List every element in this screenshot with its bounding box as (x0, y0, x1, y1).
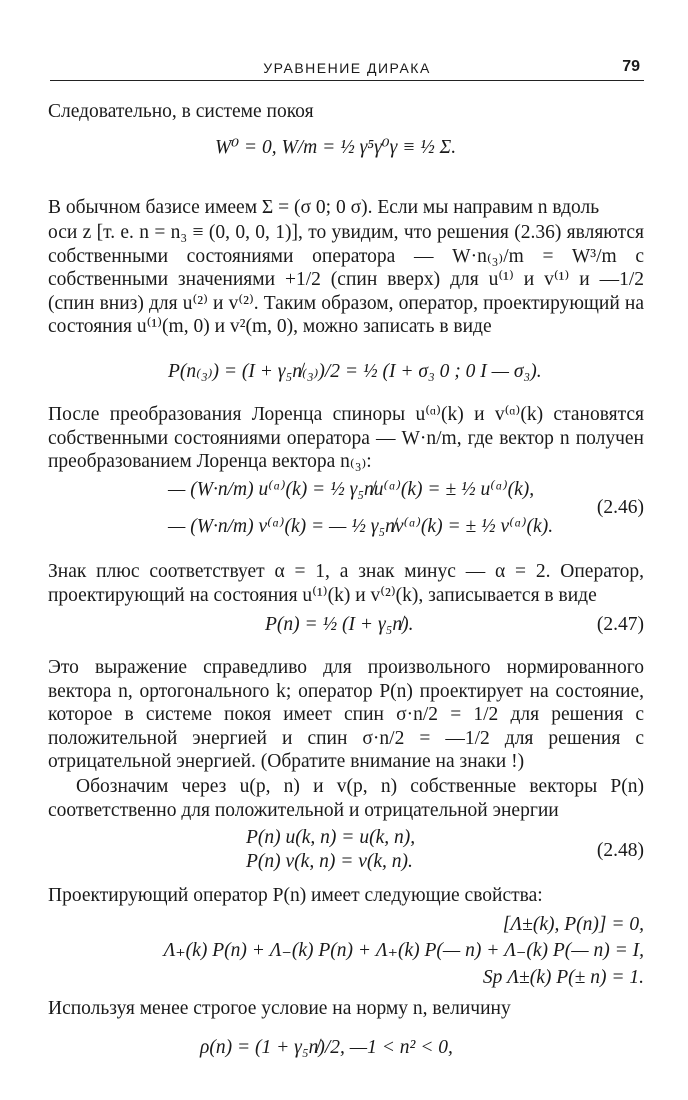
property-completeness: Λ₊(k) P(n) + Λ₋(k) P(n) + Λ₊(k) P(— n) + Λ₋(k) P(— n) = I, (163, 940, 644, 961)
running-title: УРАВНЕНИЕ ДИРАКА (263, 60, 431, 76)
equation-number-2-47: (2.47) (596, 614, 644, 635)
paragraph-sign: Знак плюс соответствует α = 1, а знак минус — α = 2. Оператор, проектирующий на состояния u⁽¹⁾(k) и v⁽²⁾(k), записывается в виде (48, 561, 644, 606)
equation-rho: ρ(n) = (1 + γ₅n̸)/2, —1 < n² < 0, (200, 1037, 453, 1058)
property-commutator: [Λ±(k), P(n)] = 0, (502, 914, 644, 935)
equation-2-48-line2: P(n) v(k, n) = v(k, n). (246, 851, 413, 872)
equation-rest-frame: W⁰ = 0, W/m = ½ γ⁵γ⁰γ ≡ ½ Σ. (215, 137, 457, 158)
paragraph-rest-frame: Следовательно, в системе покоя (48, 101, 314, 122)
equation-2-47: P(n) = ½ (I + γ₅n̸). (265, 614, 414, 635)
paragraph-eigenvectors: Обозначим через u(p, n) и v(p, n) собственные векторы P(n) соответственно для положительной и отрицательной энергии (48, 776, 644, 821)
paragraph-basis-first-line: В обычном базисе имеем Σ = (σ 0; 0 σ). Если мы направим n вдоль (48, 197, 600, 218)
equation-2-48-line1: P(n) u(k, n) = u(k, n), (246, 827, 416, 848)
equation-2-46-line2: — (W·n/m) v⁽ᵅ⁾(k) = — ½ γ₅n̸v⁽ᵅ⁾(k) = ± ½ v⁽ᵅ⁾(k). (168, 516, 554, 537)
property-trace: Sp Λ±(k) P(± n) = 1. (482, 967, 644, 988)
equation-number-2-46: (2.46) (596, 497, 644, 518)
paragraph-norm: Используя менее строгое условие на норму n, величину (48, 998, 511, 1019)
running-header (50, 52, 644, 81)
paragraph-basis: оси z [т. е. n = n₃ ≡ (0, 0, 0, 1)], то увидим, что решения (2.36) являются собственными состояниями оператора — W·n₍₃₎/m = W³/m с собственными значениями +1/2 (спин вверх) для u⁽¹⁾ и v⁽¹⁾ и —1/2 (спин вниз) для u⁽²⁾ и v⁽²⁾. Таким образом, оператор, проектирующий на состояния u⁽¹⁾(m, 0) и v²(m, 0), можно записать в виде (48, 222, 644, 338)
page-number: 79 (622, 58, 640, 75)
paragraph-lorentz: После преобразования Лоренца спиноры u⁽ᵅ⁾(k) и v⁽ᵅ⁾(k) становятся собственными состояниями оператора — W·n/m, где вектор n получен преобразованием Лоренца вектора n₍₃₎: (48, 404, 644, 473)
equation-projector-n3: P(n₍₃₎) = (I + γ₅n̸₍₃₎)/2 = ½ (I + σ₃ 0 ; 0 I — σ₃). (168, 361, 542, 382)
equation-number-2-48: (2.48) (596, 840, 644, 861)
paragraph-projector-general: Это выражение справедливо для произвольного нормированного вектора n, ортогонального k; оператор P(n) проектирует на состояние, которое в системе покоя имеет спин σ·n/2 = 1/2 для решения с положительной энергией и спин σ·n/2 = —1/2 для решения с отрицательной энергией. (Обратите внимание на знаки !) (48, 657, 644, 773)
paragraph-properties: Проектирующий оператор P(n) имеет следующие свойства: (48, 885, 543, 906)
equation-2-46-line1: — (W·n/m) u⁽ᵅ⁾(k) = ½ γ₅n̸u⁽ᵅ⁾(k) = ± ½ u⁽ᵅ⁾(k), (168, 479, 535, 500)
